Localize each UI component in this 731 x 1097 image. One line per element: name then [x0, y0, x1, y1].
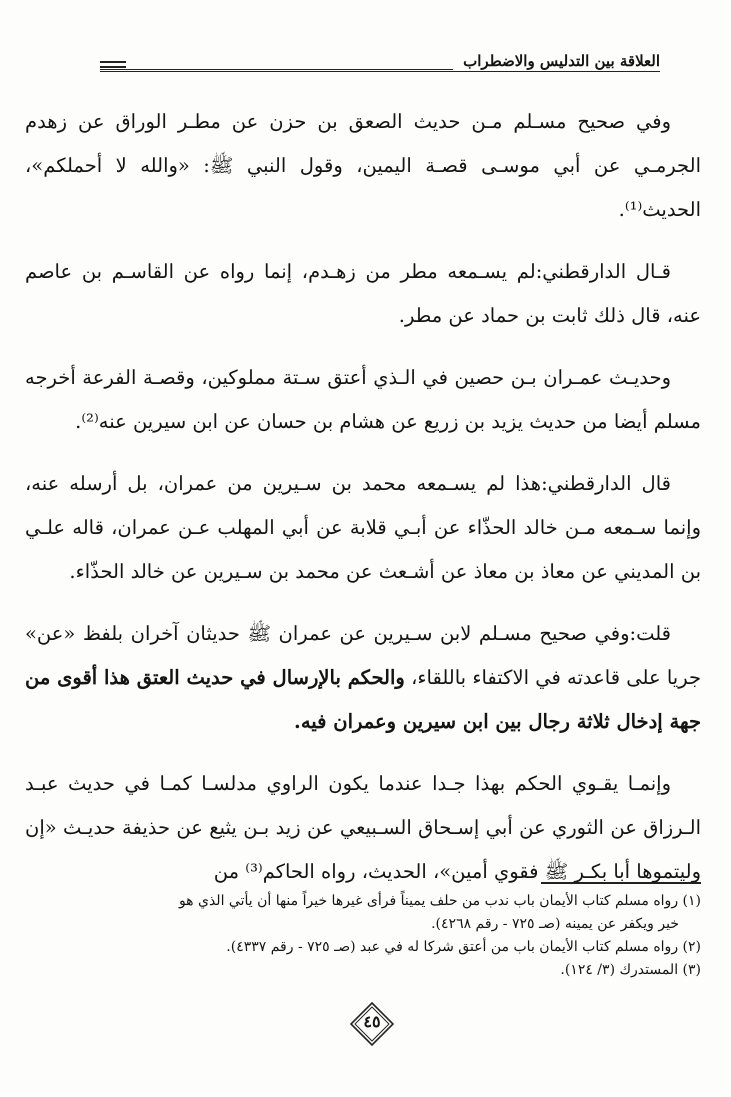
paragraph-2: قـال الدارقطني:لم يسـمعه مطر من زهـدم، إنما رواه عن القاسـم بن عاصم عنه، قال ذلك ثابت بن حماد عن مطر.	[25, 260, 701, 327]
running-header	[100, 38, 660, 78]
header-ornament	[100, 61, 126, 68]
paragraph-5	[25, 612, 701, 744]
footnote-2: (٢) رواه مسلم كتاب الأيمان باب من أعتق شركا له في عبد (صـ ٧٢٥ - رقم ٤٣٣٧).	[226, 939, 701, 955]
paragraph-6: وإنمـا يقـوي الحكم بهذا جـدا عندما يكون الراوي مدلسـا كمـا في حديث عبـد الـرزاق عن الثوري عن أبي إسـحاق السـبيعي عن زيد بـن يثيع عن حذيفة حديـث «إن وليتموها أبا بكـر ﷺ فقوي أمين»، الحديث، رواه الحاكم⁽³⁾ من	[25, 772, 701, 883]
footnote-3: (٣) المستدرك (٣/ ١٢٤).	[560, 962, 701, 978]
page-number-ornament	[350, 1002, 394, 1046]
page-number: ٤٥	[363, 1012, 381, 1031]
footnotes	[25, 890, 701, 982]
footnote-separator	[541, 882, 701, 884]
paragraph-3: وحديـث عمـران بـن حصين في الـذي أعتق سـتة مملوكين، وقصـة الفرعة أخرجه مسلم أيضا من حديث يزيد بن زريع عن هشام بن حسان عن ابن سيرين عنه⁽²⁾.	[25, 366, 701, 433]
footnote-1-continued: خير ويكفر عن يمينه (صـ ٧٢٥ - رقم ٤٢٦٨).	[431, 916, 679, 932]
paragraph-5-text: قلت:وفي صحيح مسـلم لابن سـيرين عن عمران ﷺ حديثان آخران بلفظ «عن» جريا على قاعدته في الاكتفاء باللقاء،	[25, 622, 702, 689]
paragraph-4: قال الدارقطني:هذا لم يسـمعه محمد بن سـيرين من عمران، بل أرسله عنه، وإنما سـمعه مـن خالد الحذّاء عن أبـي قلابة عن أبي المهلب عـن عمران، قاله علـي بن المديني عن معاذ بن معاذ عن أشـعث عن محمد بن سـيرين عن خالد الحذّاء.	[25, 472, 701, 583]
paragraph-5-bold: والحكم بالإرسال في حديث العتق هذا أقوى من جهة إدخال ثلاثة رجال بين ابن سيرين وعمران فيه.	[25, 666, 701, 733]
paragraph-1: وفي صحيح مسـلم مـن حديث الصعق بن حزن عن مطـر الوراق عن زهدم الجرمـي عن أبي موسـى قصـة اليمين، وقول النبي ﷺ: «والله لا أحملكم»، الحديث⁽¹⁾.	[25, 110, 701, 221]
main-text	[25, 100, 701, 912]
footnote-1: (١) رواه مسلم كتاب الأيمان باب ندب من حلف يميناً فرأى غيرها خيراً منها أن يأتي الذي هو	[178, 893, 701, 909]
header-title: العلاقة بين التدليس والاضطراب	[453, 52, 660, 70]
